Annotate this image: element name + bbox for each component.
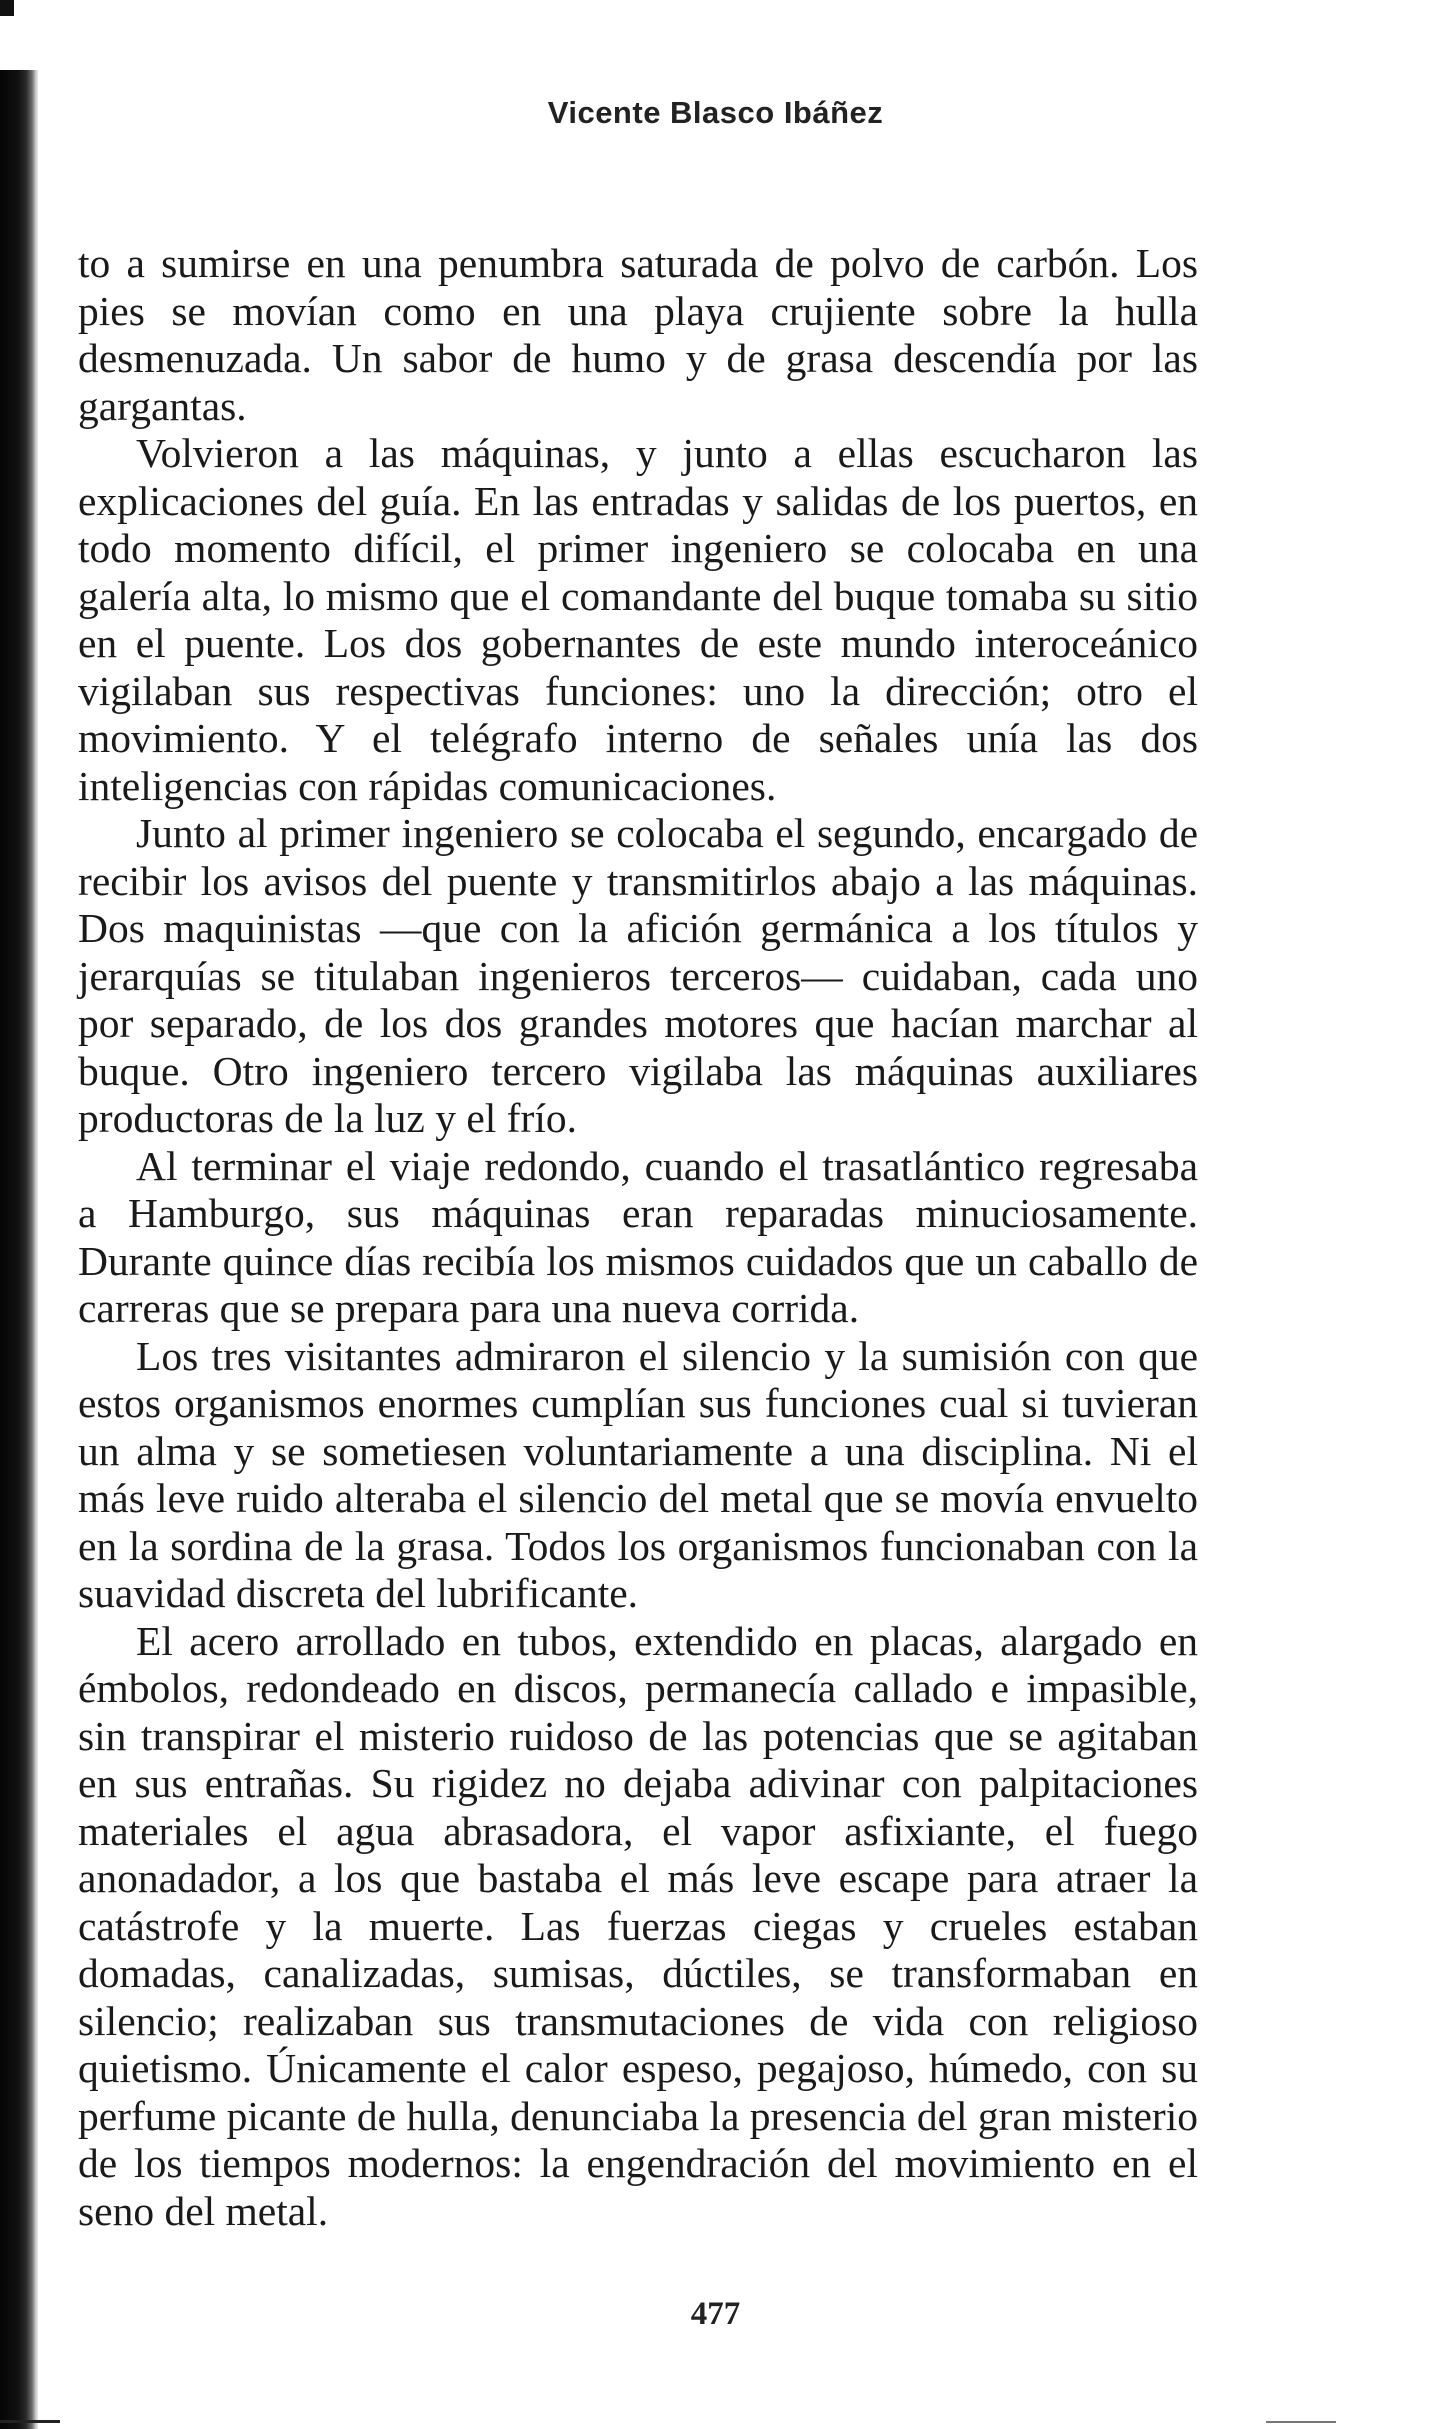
scan-bottom-mark <box>0 2420 60 2423</box>
scan-corner-mark <box>0 0 14 16</box>
page-number: 477 <box>690 2296 741 2332</box>
paragraph-5: Los tres visitantes admiraron el silencio y la sumisión con que estos organismos enormes cumplían sus funciones cual si tuvieran un alma y se sometiesen voluntariamente a una disciplina. Ni el más leve ruido alteraba el silencio del metal que se movía envuelto en la sordina de la grasa. Todos los organismos funcionaban con la suavidad discreta del lubrificante. <box>78 1332 1198 1616</box>
scan-bottom-mark-right <box>1266 2421 1336 2423</box>
paragraph-2: Volvieron a las máquinas, y junto a ellas escucharon las explicaciones del guía. En las entradas y salidas de los puertos, en todo momento difícil, el primer ingeniero se colocaba en una galería alta, lo mismo que el comandante del buque tomaba su sitio en el puente. Los dos gobernantes de este mundo interoceánico vigilaban sus respectivas funciones: uno la dirección; otro el movimiento. Y el telégrafo interno de señales unía las dos inteligencias con rápidas comunicaciones. <box>78 430 1198 809</box>
paragraph-6: El acero arrollado en tubos, extendido en placas, alargado en émbolos, redondeado en discos, permanecía callado e impasible, sin transpirar el misterio ruidoso de las potencias que se agitaban en sus entrañas. Su rigidez no dejaba adivinar con palpitaciones materiales el agua abrasadora, el vapor asfixiante, el fuego anonadador, a los que bastaba el más leve escape para atraer la catástrofe y la muerte. Las fuerzas ciegas y crueles estaban domadas, canalizadas, sumisas, dúctiles, se transformaban en silencio; realizaban sus transmutaciones de vida con religioso quietismo. Únicamente el calor espeso, pegajoso, húmedo, con su perfume picante de hulla, denunciaba la presencia del gran misterio de los tiempos modernos: la engendración del movimiento en el seno del metal. <box>78 1617 1199 2234</box>
running-head: Vicente Blasco Ibáñez <box>547 95 884 130</box>
paragraph-3: Junto al primer ingeniero se colocaba el segundo, encargado de recibir los avisos del puente y transmitirlos abajo a las máquinas. Dos maquinistas —que con la afición germánica a los títulos y jerarquías se titulaban ingenieros terceros— cuidaban, cada uno por separado, de los dos grandes motores que hacían marchar al buque. Otro ingeniero tercero vigilaba las máquinas auxiliares productoras de la luz y el frío. <box>78 810 1198 1141</box>
body-text <box>78 240 1198 2235</box>
scan-binding-shadow <box>0 70 38 2429</box>
paragraph-1: to a sumirse en una penumbra saturada de polvo de carbón. Los pies se movían como en una playa crujiente sobre la hulla desmenuzada. Un sabor de humo y de grasa descendía por las gargantas. <box>78 240 1198 429</box>
paragraph-4: Al terminar el viaje redondo, cuando el trasatlántico regresaba a Hamburgo, sus máquinas eran reparadas minuciosamente. Durante quince días recibía los mismos cuidados que un caballo de carreras que se prepara para una nueva corrida. <box>78 1142 1198 1331</box>
